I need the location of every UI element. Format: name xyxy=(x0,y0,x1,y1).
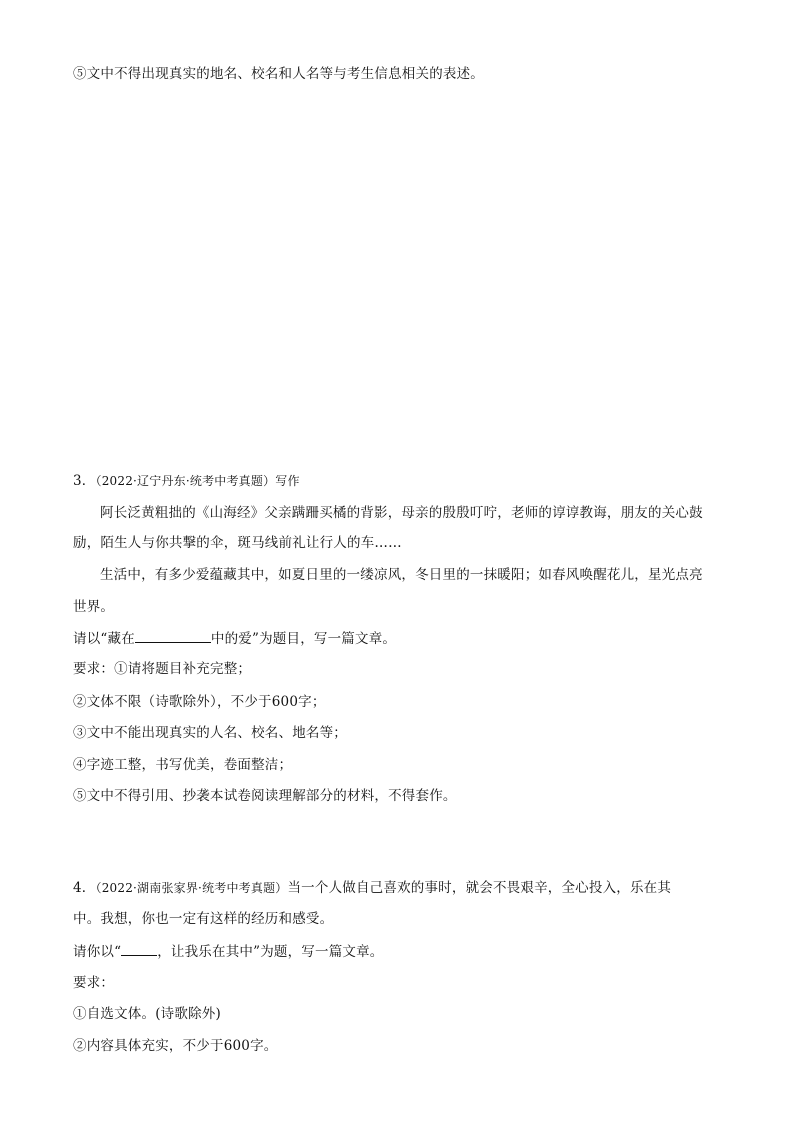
q4-intro-line-2: 中。我想，你也一定有这样的经历和感受。 xyxy=(73,911,334,927)
fill-blank xyxy=(135,628,211,643)
q4-requirement-1: ①自选文体。(诗歌除外) xyxy=(73,1006,221,1022)
q3-requirement-5: ⑤文中不得引用、抄袭本试卷阅读理解部分的材料，不得套作。 xyxy=(73,788,457,804)
question-3-header xyxy=(73,471,300,491)
q4-requirement-label: 要求： xyxy=(73,975,115,991)
q4-requirement-2: ②内容具体充实，不少于600字。 xyxy=(73,1038,278,1054)
question-4-header: 4．（2022·湖南张家界·统考中考真题）当一个人做自己喜欢的事时，就会不畏艰辛，全心投入，乐在其 xyxy=(73,880,672,896)
q3-requirement-4: ④字迹工整，书写优美，卷面整洁； xyxy=(73,757,293,773)
q3-material-line-3: 生活中，有多少爱蕴藏其中，如夏日里的一缕凉风，冬日里的一抹暖阳；如春风唤醒花儿，星光点亮 xyxy=(100,567,703,583)
question-source: （2022·湖南张家界·统考中考真题） xyxy=(95,881,288,895)
question-type-label: 写作 xyxy=(275,474,300,488)
q3-material-line-2: 励，陌生人与你共撃的伞，斑马线前礼让行人的车…… xyxy=(73,535,402,551)
q3-requirement-3: ③文中不能出现真实的人名、校名、地名等； xyxy=(73,725,347,741)
q3-requirement-1: 要求：①请将题目补充完整； xyxy=(73,661,252,677)
fill-blank xyxy=(121,941,157,956)
q3-prompt: 请以“藏在 中的爱”为题目，写一篇文章。 xyxy=(73,628,396,649)
q3-material-line-4: 世界。 xyxy=(73,599,115,615)
requirement-item-5-prev: ⑤文中不得出现真实的地名、校名和人名等与考生信息相关的表述。 xyxy=(73,66,484,82)
question-number: 4． xyxy=(73,880,96,896)
q3-material-line-1: 阿长泛黄粗拙的《山海经》父亲蹒跚买橘的背影，母亲的殷殷叮咛，老师的谆谆教诲，朋友的关心鼓 xyxy=(100,505,703,521)
question-source: （2022·辽宁丹东·统考中考真题） xyxy=(95,474,276,488)
question-number: 3． xyxy=(73,473,96,489)
q3-requirement-2: ②文体不限（诗歌除外），不少于600字； xyxy=(73,694,326,710)
q4-prompt: 请你以“ ，让我乐在其中”为题，写一篇文章。 xyxy=(73,941,384,962)
